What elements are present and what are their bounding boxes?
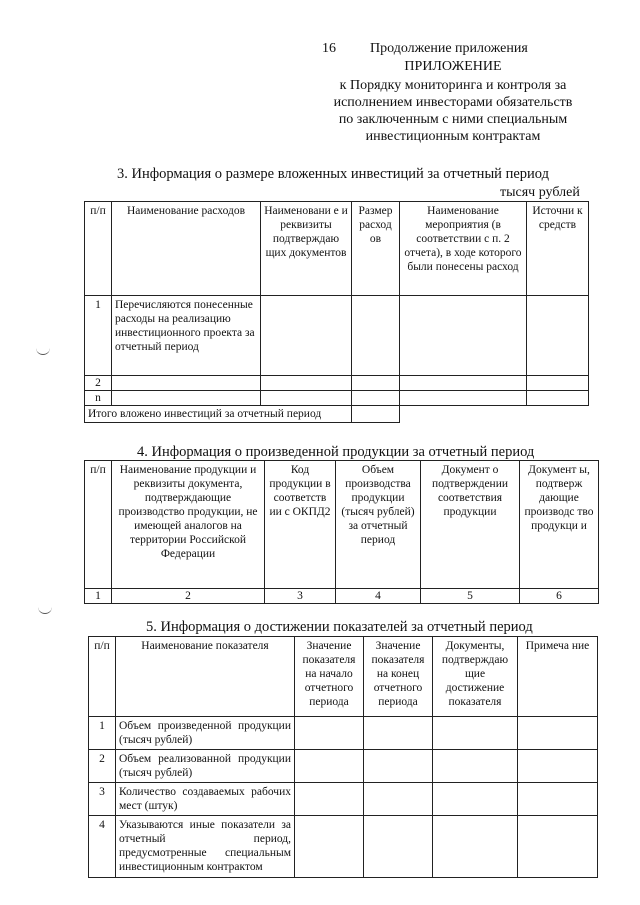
col-header: Объем производства продукции (тысяч рублей) за отчетный период <box>336 461 421 589</box>
empty-cell <box>352 391 400 406</box>
col-header: Наименование мероприятия (в соответствии с п. 2 отчета), в ходе которого были понесены расход <box>400 202 527 296</box>
row-name: Перечисляются понесенные расходы на реализацию инвестиционного проекта за отчетный период <box>112 296 261 376</box>
empty-cell <box>261 376 352 391</box>
row-number: n <box>85 391 112 406</box>
col-header: Документ ы, подтверж дающие производс тво продукци и <box>520 461 599 589</box>
empty-cell <box>364 783 433 816</box>
table-row <box>89 750 598 783</box>
column-numbers-row <box>85 589 599 604</box>
subtitle-line: по заключенным с ними специальным <box>338 112 568 127</box>
subtitle-line: исполнением инвесторами обязательств <box>333 95 573 110</box>
col-header: Значение показателя на конец отчетного периода <box>364 637 433 717</box>
table-row <box>89 717 598 750</box>
row-number: 2 <box>85 376 112 391</box>
empty-cell <box>261 296 352 376</box>
investments-table <box>84 201 589 423</box>
total-value <box>352 406 400 423</box>
table-row <box>89 816 598 878</box>
row-name <box>112 376 261 391</box>
column-number: 1 <box>85 589 112 604</box>
empty-cell <box>352 296 400 376</box>
empty-cell <box>433 717 518 750</box>
row-number: 4 <box>89 816 116 878</box>
row-name: Указываются иные показатели за отчетный период, предусмотренные специальным инвестиционным контрактом <box>116 816 295 878</box>
page-number: 16 <box>322 41 336 56</box>
table-row <box>85 376 589 391</box>
col-header: Источни к средств <box>527 202 589 296</box>
empty-cell <box>400 376 527 391</box>
subtitle-line: инвестиционным контрактам <box>365 129 541 144</box>
row-number: 1 <box>89 717 116 750</box>
col-header: Наименовани е и реквизиты подтверждаю щих документов <box>261 202 352 296</box>
empty-cell <box>433 816 518 878</box>
table-row <box>89 783 598 816</box>
col-header: п/п <box>89 637 116 717</box>
col-header: Размер расход ов <box>352 202 400 296</box>
margin-mark <box>36 346 50 355</box>
empty-cell <box>295 783 364 816</box>
row-number: 2 <box>89 750 116 783</box>
subtitle-line: к Порядку мониторинга и контроля за <box>339 78 567 93</box>
empty-cell <box>400 296 527 376</box>
col-header: Наименование показателя <box>116 637 295 717</box>
section4-title: 4. Информация о произведенной продукции за отчетный период <box>137 444 535 460</box>
row-name: Объем реализованной продукции (тысяч рублей) <box>116 750 295 783</box>
empty-cell <box>400 391 527 406</box>
col-header: п/п <box>85 461 112 589</box>
column-number: 6 <box>520 589 599 604</box>
row-name <box>112 391 261 406</box>
col-header: Наименование расходов <box>112 202 261 296</box>
row-number: 3 <box>89 783 116 816</box>
empty-cell <box>518 750 598 783</box>
empty-cell <box>433 750 518 783</box>
empty-cell <box>295 717 364 750</box>
empty-cell <box>518 783 598 816</box>
row-number: 1 <box>85 296 112 376</box>
total-label: Итого вложено инвестиций за отчетный период <box>85 406 352 423</box>
total-row <box>85 406 589 423</box>
row-name: Количество создаваемых рабочих мест (штук) <box>116 783 295 816</box>
column-number: 3 <box>265 589 336 604</box>
section5-title: 5. Информация о достижении показателей за отчетный период <box>146 619 533 635</box>
col-header: Примеча ние <box>518 637 598 717</box>
empty-cell <box>295 816 364 878</box>
col-header: Документы, подтверждаю щие достижение показателя <box>433 637 518 717</box>
col-header: п/п <box>85 202 112 296</box>
column-number: 2 <box>112 589 265 604</box>
appendix-subtitle <box>323 77 583 145</box>
column-number: 5 <box>421 589 520 604</box>
section3-title: 3. Информация о размере вложенных инвестиций за отчетный период <box>117 166 549 182</box>
empty-cell <box>527 376 589 391</box>
table-row <box>85 296 589 376</box>
empty-cell <box>527 296 589 376</box>
empty-cell <box>527 391 589 406</box>
col-header: Значение показателя на начало отчетного периода <box>295 637 364 717</box>
margin-mark <box>38 605 52 614</box>
indicators-table <box>88 636 598 878</box>
empty-cell <box>364 816 433 878</box>
col-header: Наименование продукции и реквизиты документа, подтверждающие производство продукции, не имеющей аналогов на территории Российской Федерации <box>112 461 265 589</box>
section3-units: тысяч рублей <box>500 185 580 200</box>
table-row <box>85 391 589 406</box>
empty-cell <box>518 816 598 878</box>
appendix-title: ПРИЛОЖЕНИЕ <box>404 59 502 74</box>
products-table <box>84 460 599 604</box>
column-number: 4 <box>336 589 421 604</box>
empty-cell <box>518 717 598 750</box>
empty-cell <box>352 376 400 391</box>
empty-cell <box>261 391 352 406</box>
row-name: Объем произведенной продукции (тысяч рублей) <box>116 717 295 750</box>
empty-cell <box>295 750 364 783</box>
empty-cell <box>364 750 433 783</box>
empty-cell <box>433 783 518 816</box>
col-header: Документ о подтверждении соответствия продукции <box>421 461 520 589</box>
continuation-note: Продолжение приложения <box>370 41 528 56</box>
col-header: Код продукции в соответств ии с ОКПД2 <box>265 461 336 589</box>
empty-cell <box>364 717 433 750</box>
